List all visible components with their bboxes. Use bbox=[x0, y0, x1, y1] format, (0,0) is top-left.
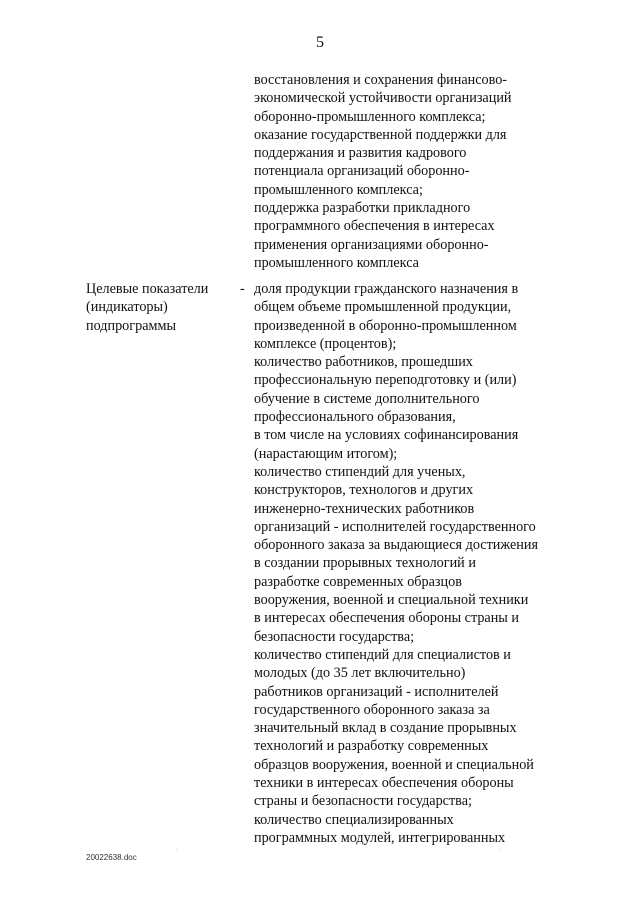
text-line: безопасности государства; bbox=[254, 628, 415, 645]
text-line: поддержания и развития кадрового bbox=[254, 145, 467, 162]
page-number: 5 bbox=[316, 34, 324, 51]
text-line: комплексе (процентов); bbox=[254, 335, 397, 352]
text-line: конструкторов, технологов и других bbox=[254, 482, 474, 499]
text-line: технологий и разработку современных bbox=[254, 738, 489, 755]
text-line: в том числе на условиях софинансирования bbox=[254, 427, 519, 444]
footer-mark-left: . bbox=[176, 846, 178, 852]
label-line: Целевые показатели bbox=[86, 281, 209, 297]
text-line: программных модулей, интегрированных bbox=[254, 829, 506, 846]
footer-filename: 20022638.doc bbox=[86, 853, 137, 862]
text-line: (нарастающим итогом); bbox=[254, 445, 398, 462]
text-line: программного обеспечения в интересах bbox=[254, 218, 495, 235]
text-line: промышленного комплекса bbox=[254, 254, 419, 271]
label-line: подпрограммы bbox=[86, 317, 176, 334]
text-line: образцов вооружения, военной и специальной bbox=[254, 756, 534, 773]
text-line: произведенной в оборонно-промышленном bbox=[254, 317, 517, 334]
text-line: молодых (до 35 лет включительно) bbox=[254, 665, 466, 682]
text-line: оборонного заказа за выдающиеся достижения bbox=[254, 537, 539, 554]
text-line: восстановления и сохранения финансово- bbox=[254, 72, 508, 88]
text-line: общем объеме промышленной продукции, bbox=[254, 299, 512, 316]
text-line: в создании прорывных технологий и bbox=[254, 555, 476, 572]
text-line: количество стипендий для специалистов и bbox=[254, 646, 511, 663]
text-line: оказание государственной поддержки для bbox=[254, 126, 507, 143]
label-line: (индикаторы) bbox=[86, 299, 168, 316]
text-line: промышленного комплекса; bbox=[254, 181, 423, 198]
label-dash: - bbox=[240, 281, 245, 297]
text-line: техники в интересах обеспечения обороны bbox=[254, 775, 514, 792]
top-text-block bbox=[254, 71, 584, 272]
text-line: профессиональную переподготовку и (или) bbox=[254, 372, 517, 389]
text-line: страны и безопасности государства; bbox=[254, 793, 472, 810]
footer-mark-right: . bbox=[500, 846, 502, 852]
text-line: количество работников, прошедших bbox=[254, 354, 473, 371]
text-line: доля продукции гражданского назначения в bbox=[254, 281, 519, 297]
text-line: значительный вклад в создание прорывных bbox=[254, 720, 517, 737]
text-line: работников организаций - исполнителей bbox=[254, 683, 499, 700]
text-line: оборонно-промышленного комплекса; bbox=[254, 108, 486, 125]
text-line: экономической устойчивости организаций bbox=[254, 90, 512, 107]
text-line: инженерно-технических работников bbox=[254, 500, 475, 517]
text-line: потенциала организаций оборонно- bbox=[254, 163, 470, 180]
text-line: обучение в системе дополнительного bbox=[254, 390, 480, 407]
text-line: организаций - исполнителей государственного bbox=[254, 518, 536, 535]
target-indicators-label bbox=[86, 280, 236, 335]
text-line: профессионального образования, bbox=[254, 409, 456, 426]
text-line: в интересах обеспечения обороны страны и bbox=[254, 610, 519, 627]
text-line: количество специализированных bbox=[254, 811, 454, 828]
text-line: поддержка разработки прикладного bbox=[254, 200, 471, 217]
text-line: разработке современных образцов bbox=[254, 573, 462, 590]
target-indicators-text bbox=[254, 280, 584, 847]
text-line: вооружения, военной и специальной техники bbox=[254, 592, 529, 609]
text-line: применения организациями оборонно- bbox=[254, 236, 489, 253]
text-line: количество стипендий для ученых, bbox=[254, 463, 466, 480]
text-line: государственного оборонного заказа за bbox=[254, 701, 490, 718]
